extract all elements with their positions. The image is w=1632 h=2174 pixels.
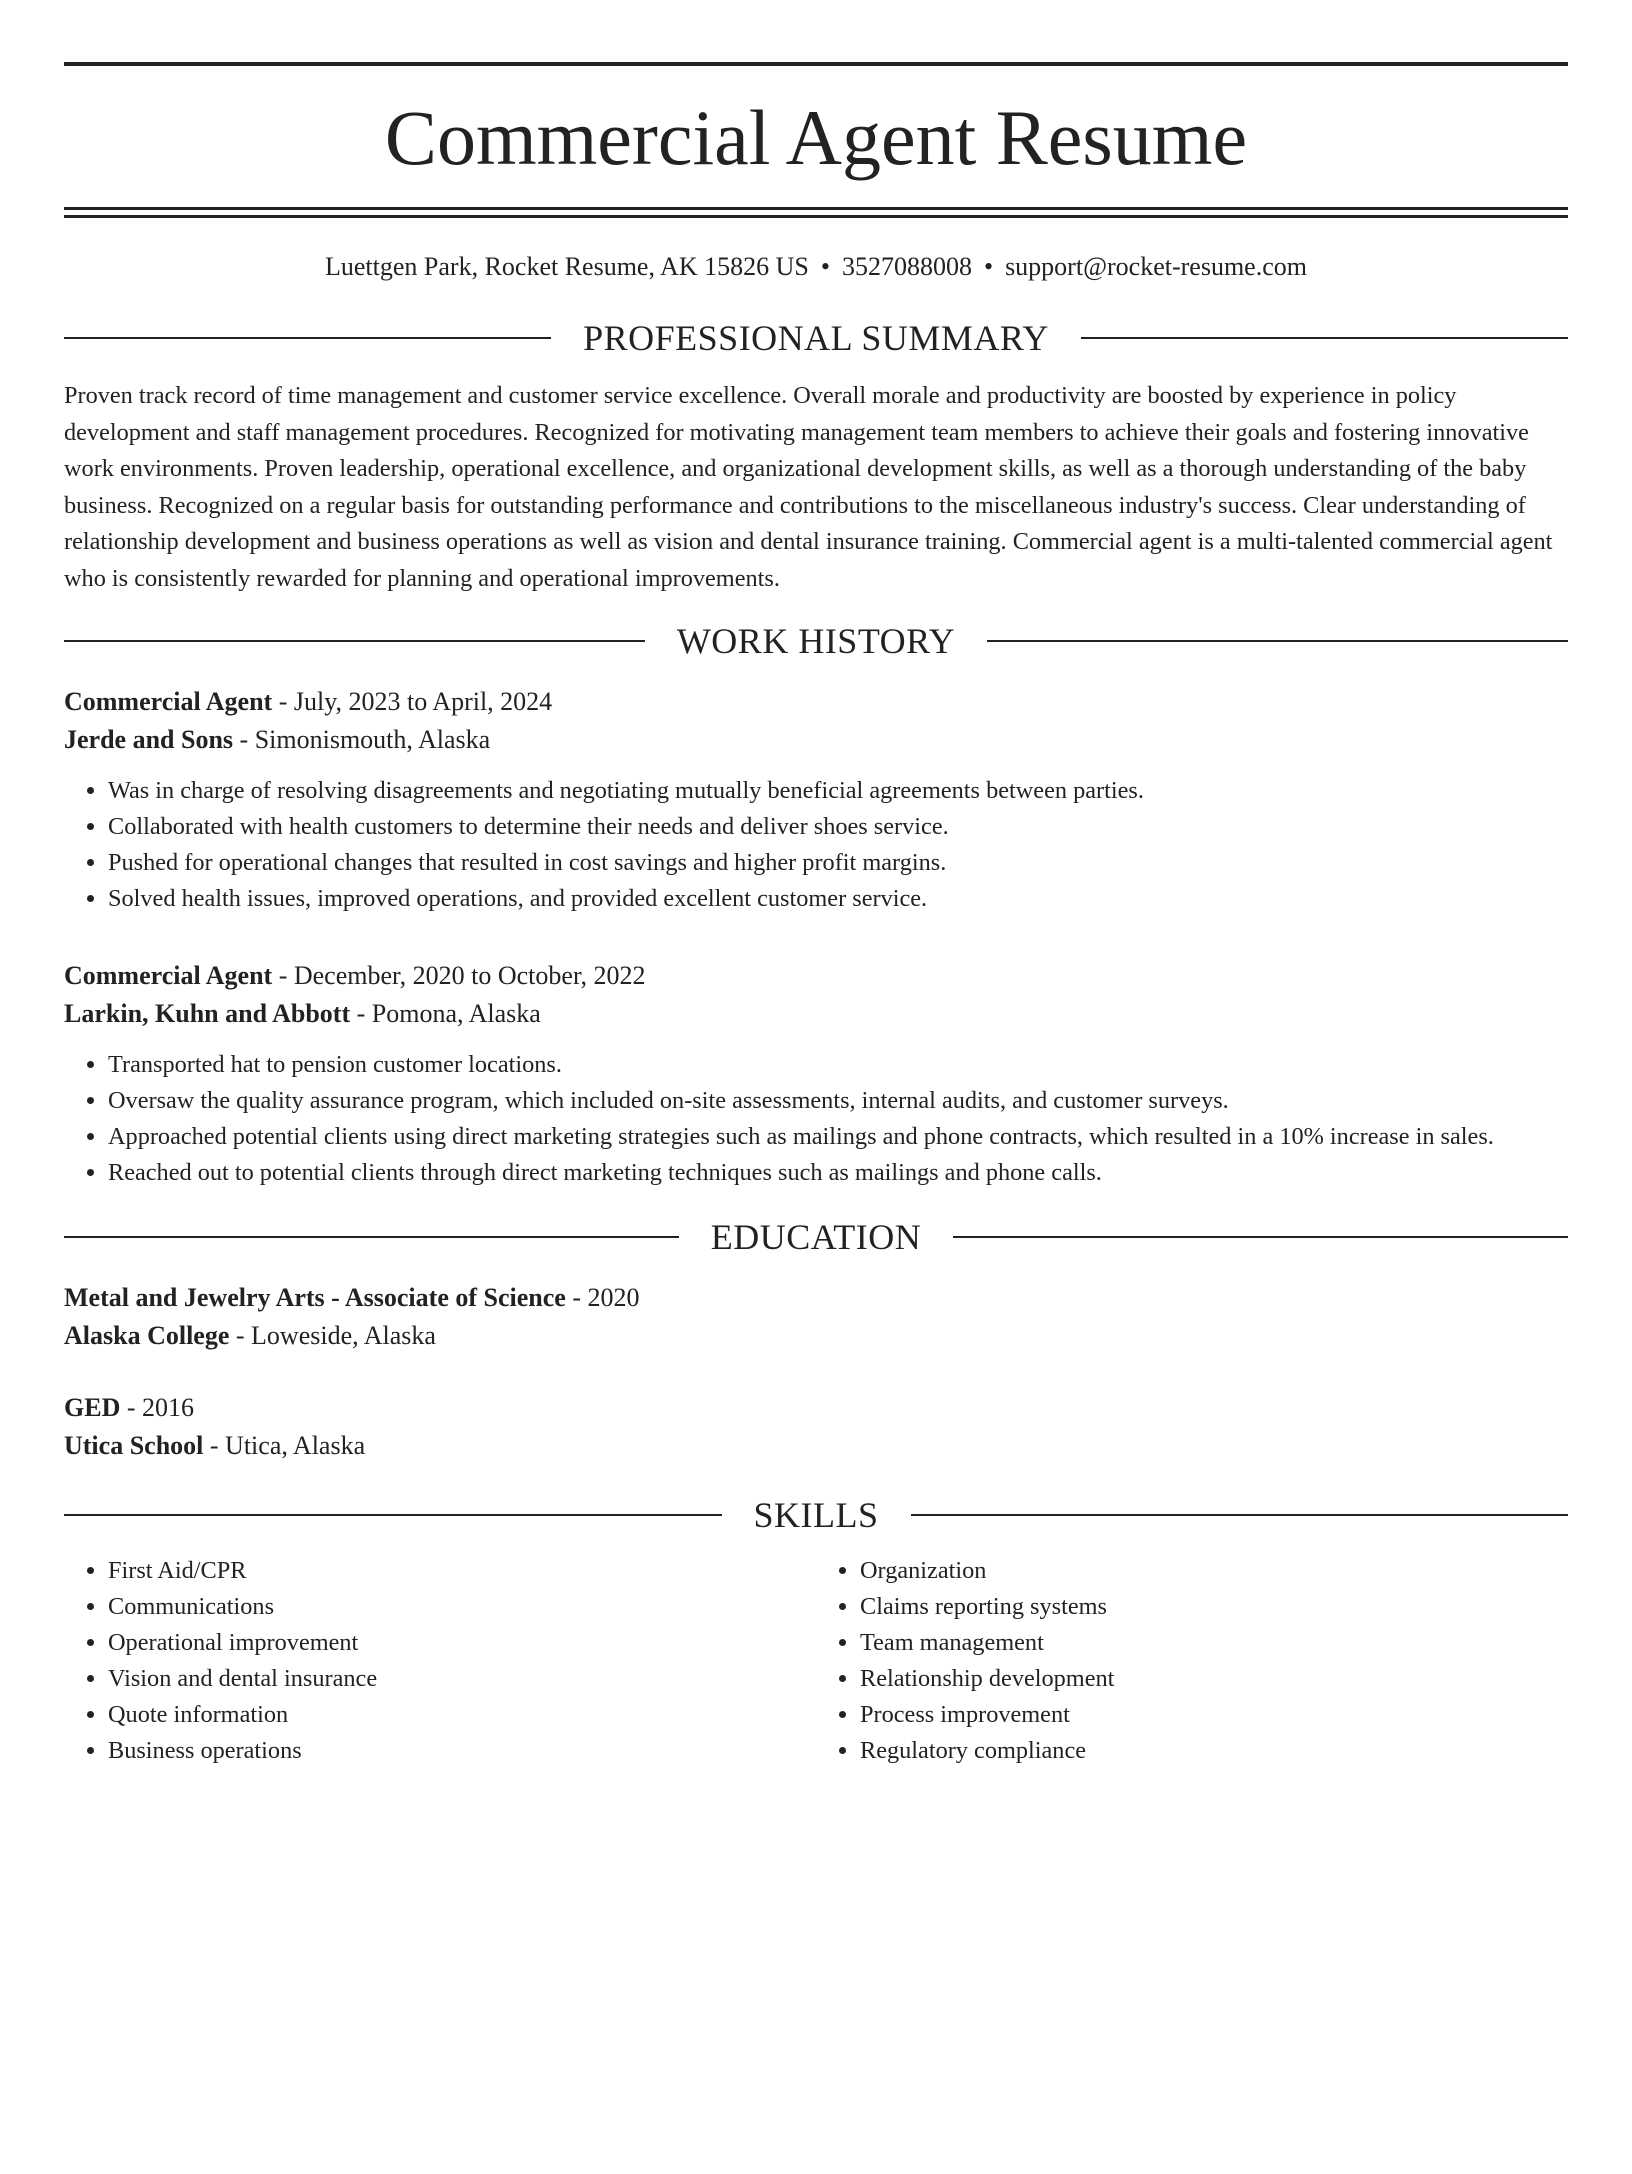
heading-rule-left <box>64 640 645 642</box>
resume-page <box>0 62 1632 2174</box>
job-bullets <box>64 1047 1568 1191</box>
job-bullet: • Pushed for operational changes that resulted in cost savings and higher profit margins. <box>108 845 1568 881</box>
job-bullet: • Reached out to potential clients through direct marketing techniques such as mailings and phone calls. <box>108 1155 1568 1191</box>
heading-rule-left <box>64 1514 722 1516</box>
skill-item: • Process improvement <box>860 1697 1568 1733</box>
contact-separator: • <box>983 252 994 281</box>
contact-address: Luettgen Park, Rocket Resume, AK 15826 US <box>325 252 809 281</box>
job-dates: - December, 2020 to October, 2022 <box>272 961 646 991</box>
skill-item: • Operational improvement <box>108 1625 816 1661</box>
skill-item: • First Aid/CPR <box>108 1553 816 1589</box>
degree-line <box>64 1279 1568 1317</box>
job-entry <box>64 683 1568 917</box>
school-location: - Loweside, Alaska <box>229 1321 436 1351</box>
degree-line <box>64 1389 1568 1427</box>
degree: GED <box>64 1393 121 1423</box>
skill-item: • Relationship development <box>860 1661 1568 1697</box>
contact-email: support@rocket-resume.com <box>1005 252 1307 281</box>
title-bottom-double-rule <box>64 207 1568 218</box>
section-heading-education <box>64 1217 1568 1257</box>
degree-year: - 2020 <box>565 1283 640 1313</box>
job-bullet: • Collaborated with health customers to determine their needs and deliver shoes service. <box>108 809 1568 845</box>
section-title: SKILLS <box>753 1495 879 1536</box>
heading-rule-right <box>953 1236 1568 1238</box>
education-entry <box>64 1279 1568 1355</box>
section-title: WORK HISTORY <box>676 621 956 662</box>
job-bullet: • Approached potential clients using direct marketing strategies such as mailings and phone contracts, which resulted in a 10% increase in sales. <box>108 1119 1568 1155</box>
section-title: EDUCATION <box>710 1217 922 1258</box>
education-entry <box>64 1389 1568 1465</box>
heading-rule-right <box>911 1514 1569 1516</box>
section-heading-summary <box>64 318 1568 358</box>
skills-list-left <box>64 1553 816 1769</box>
school-line <box>64 1317 1568 1355</box>
heading-rule-right <box>1081 337 1568 339</box>
section-heading-skills <box>64 1495 1568 1535</box>
heading-rule-left <box>64 337 551 339</box>
job-company-line <box>64 721 1568 759</box>
job-dates: - July, 2023 to April, 2024 <box>272 687 553 717</box>
skills-list-right <box>816 1553 1568 1769</box>
school: Alaska College <box>64 1321 230 1351</box>
job-bullet: • Transported hat to pension customer locations. <box>108 1047 1568 1083</box>
skill-item: • Regulatory compliance <box>860 1733 1568 1769</box>
job-company: Larkin, Kuhn and Abbott <box>64 999 351 1029</box>
contact-phone: 3527088008 <box>841 252 972 281</box>
job-title-line <box>64 957 1568 995</box>
job-entry <box>64 957 1568 1191</box>
job-company: Jerde and Sons <box>64 725 234 755</box>
skill-item: • Quote information <box>108 1697 816 1733</box>
skill-item: • Business operations <box>108 1733 816 1769</box>
skills-columns <box>64 1553 1568 1769</box>
job-bullet: • Solved health issues, improved operations, and provided excellent customer service. <box>108 881 1568 917</box>
job-bullets <box>64 773 1568 917</box>
section-heading-work-history <box>64 621 1568 661</box>
skill-item: • Organization <box>860 1553 1568 1589</box>
job-title-line <box>64 683 1568 721</box>
job-title: Commercial Agent <box>64 961 273 991</box>
job-company-line <box>64 995 1568 1033</box>
heading-rule-left <box>64 1236 679 1238</box>
degree: Metal and Jewelry Arts - Associate of Science <box>64 1283 566 1313</box>
job-bullet: • Oversaw the quality assurance program, which included on-site assessments, internal audits, and customer surveys. <box>108 1083 1568 1119</box>
skill-item: • Vision and dental insurance <box>108 1661 816 1697</box>
contact-line <box>64 252 1568 282</box>
resume-title: Commercial Agent Resume <box>384 94 1248 181</box>
job-title: Commercial Agent <box>64 687 273 717</box>
school-location: - Utica, Alaska <box>203 1431 366 1461</box>
contact-separator: • <box>820 252 830 281</box>
degree-year: - 2016 <box>120 1393 195 1423</box>
section-title: PROFESSIONAL SUMMARY <box>583 318 1049 358</box>
job-bullet: • Was in charge of resolving disagreements and negotiating mutually beneficial agreements between parties. <box>108 773 1568 809</box>
skill-item: • Communications <box>108 1589 816 1625</box>
skill-item: • Team management <box>860 1625 1568 1661</box>
job-location: - Pomona, Alaska <box>350 999 541 1029</box>
school-line <box>64 1427 1568 1465</box>
skill-item: • Claims reporting systems <box>860 1589 1568 1625</box>
heading-rule-right <box>987 640 1568 642</box>
school: Utica School <box>64 1431 204 1461</box>
summary-paragraph: Proven track record of time management and customer service excellence. Overall morale and productivity are boosted by experience in policy development and staff management procedures. Recognized for motivating management team members to achieve their goals and fostering innovative work environments. Proven leadership, operational excellence, and organizational development skills, as well as a thorough understanding of the baby business. Recognized on a regular basis for outstanding performance and contributions to the miscellaneous industry's success. Clear understanding of relationship development and business operations as well as vision and dental insurance training. Commercial agent is a multi-talented commercial agent who is consistently rewarded for planning and operational improvements. <box>64 382 1553 592</box>
job-location: - Simonismouth, Alaska <box>233 725 491 755</box>
